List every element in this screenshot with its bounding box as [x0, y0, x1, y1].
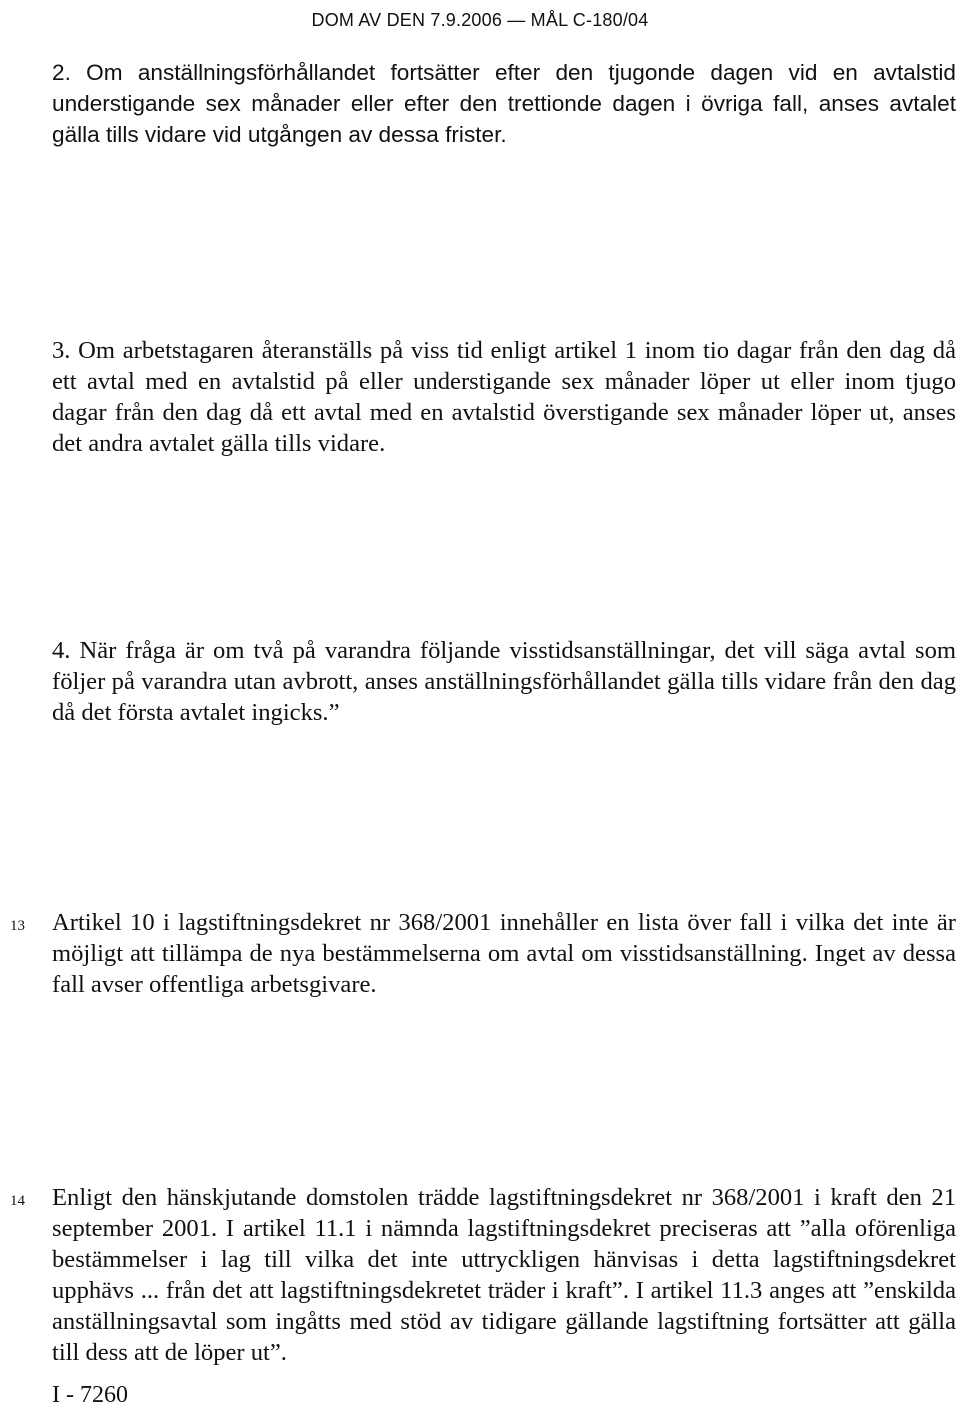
page-header: DOM AV DEN 7.9.2006 — MÅL C-180/04 [311, 10, 649, 30]
footnote-number: 14 [10, 1193, 25, 1209]
quoted-provision-2: 2. Om anställningsförhållandet fortsätter efter den tjugonde dagen vid en avtalstid understigande sex månader eller efter den trettionde dagen i övriga fall, anses avtalet gälla tills vidare vid utgången av dessa frister. [52, 60, 956, 147]
quoted-provision-4: 4. När fråga är om två på varandra följande visstidsanställningar, det vill säga avtal som följer på varandra utan avbrott, anses anställningsförhållandet gälla tills vidare från den dag då det första avtalet ingicks.” [52, 637, 956, 726]
footnote-text: Enligt den hänskjutande domstolen trädde lagstiftningsdekret nr 368/2001 i kraft den 21 september 2001. I artikel 11.1 i nämnda lagstiftningsdekret preciseras att ”alla oförenliga bestämmelser i lag till vilka det inte uttryckligen hänvisas i detta lagstiftningsdekret upphävs ... från det att lagstiftningsdekretet träder i kraft”. I artikel 11.3 anges att ”enskilda anställningsavtal som ingåtts med stöd av tidigare gällande lagstiftning fortsätter att gälla till dess att de löper ut”. [52, 1184, 956, 1366]
quoted-provision-3: 3. Om arbetstagaren återanställs på viss tid enligt artikel 1 inom tio dagar från den dag då ett avtal med en avtalstid på eller understigande sex månader löper ut eller inom tjugo dagar från den dag då ett avtal med en avtalstid överstigande sex månader löper ut, anses det andra avtalet gälla tills vidare. [52, 337, 956, 457]
footnote-text: Artikel 10 i lagstiftningsdekret nr 368/2001 innehåller en lista över fall i vilka det inte är möjligt att tillämpa de nya bestämmelserna om avtal om visstidsanställning. Inget av dessa fall avser offentliga arbetsgivare. [52, 909, 956, 998]
footnote-number: 13 [10, 918, 25, 934]
page-number: I - 7260 [52, 1382, 128, 1408]
